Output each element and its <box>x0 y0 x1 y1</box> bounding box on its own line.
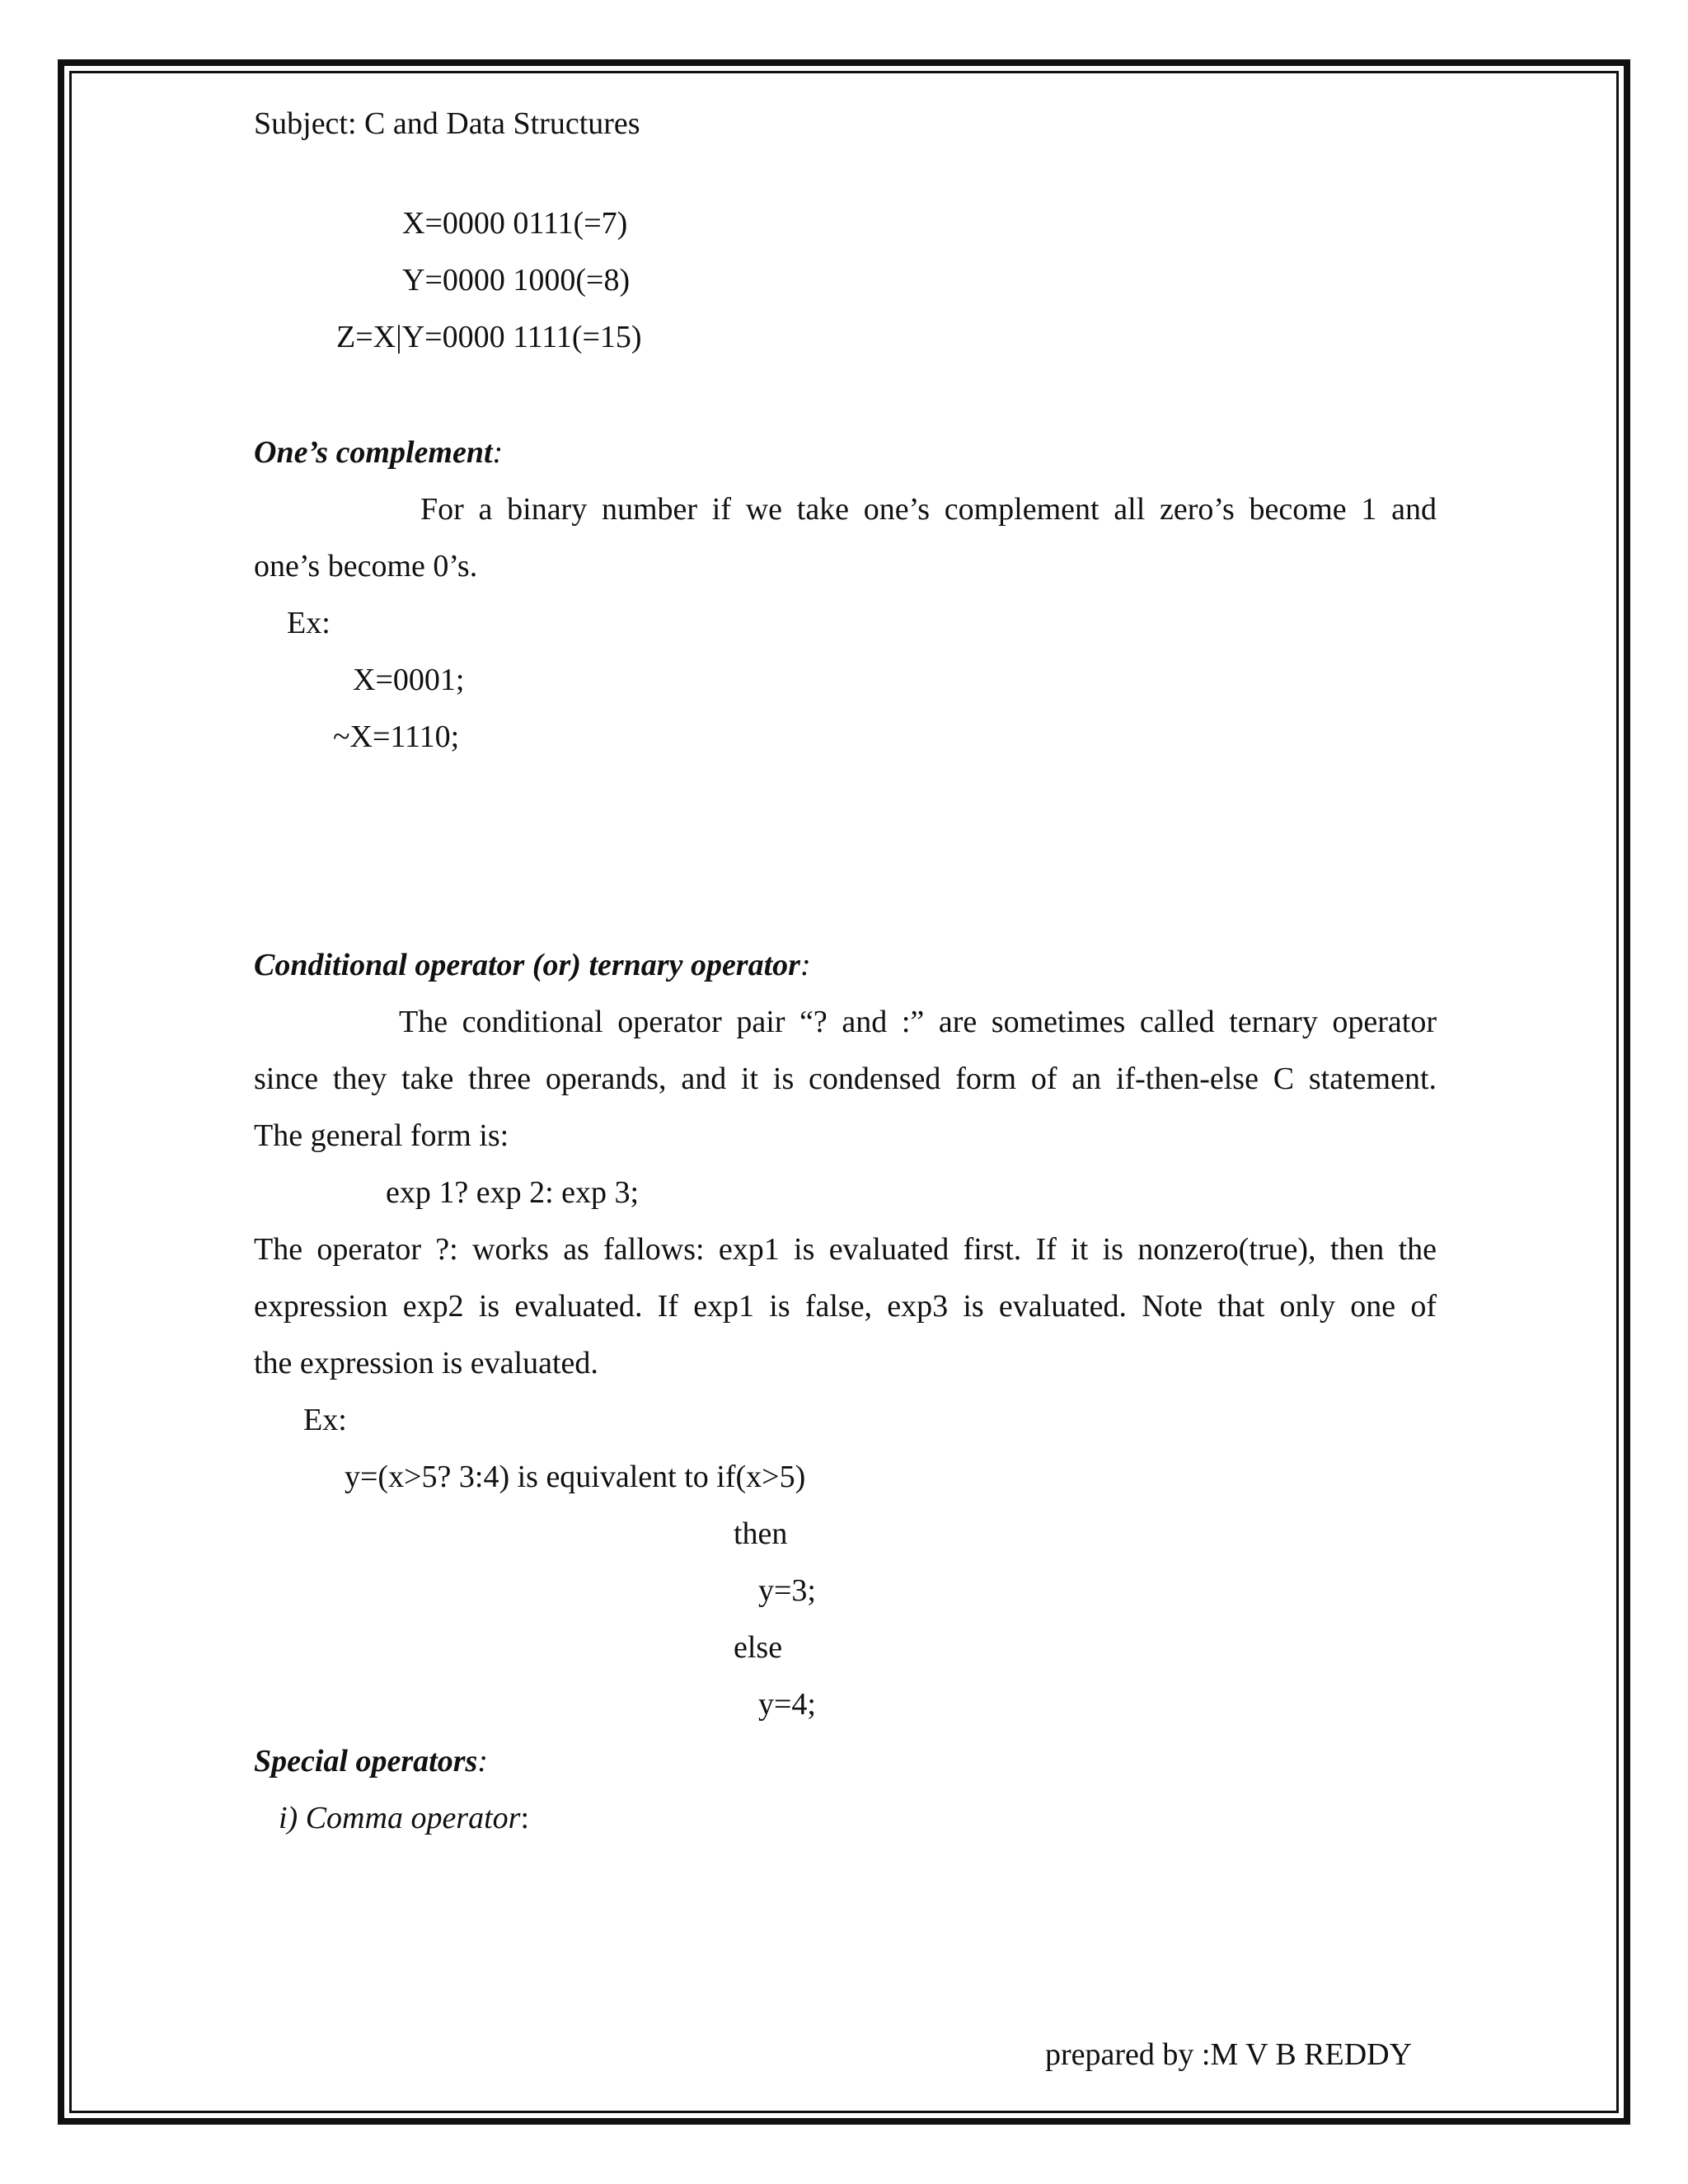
conditional-code-y3: y=3; <box>758 1573 816 1608</box>
or-example-x: X=0000 0111(=7) <box>402 206 628 241</box>
ones-complement-heading: One’s complement: <box>254 435 504 470</box>
general-form-code: exp 1? exp 2: exp 3; <box>386 1175 640 1210</box>
ones-complement-para-line2: one’s become 0’s. <box>254 549 478 583</box>
special-operators-heading: Special operators: <box>254 1744 488 1779</box>
conditional-para1-line1: The conditional operator pair “? and :” are sometimes called ternary operator <box>399 1005 1437 1039</box>
or-example-z: Z=X|Y=0000 1111(=15) <box>336 320 642 354</box>
conditional-heading: Conditional operator (or) ternary operator: <box>254 948 811 982</box>
conditional-code-line: y=(x>5? 3:4) is equivalent to if(x>5) <box>345 1460 806 1494</box>
conditional-para2-line3: the expression is evaluated. <box>254 1346 598 1380</box>
ones-complement-code-1: X=0001; <box>353 663 465 697</box>
ones-complement-ex-label: Ex: <box>287 606 331 640</box>
conditional-code-then: then <box>734 1516 788 1551</box>
ones-complement-code-2: ~X=1110; <box>333 719 460 754</box>
conditional-para1-line3: The general form is: <box>254 1118 509 1153</box>
ones-complement-para-line1: For a binary number if we take one’s complement all zero’s become 1 and <box>420 492 1437 527</box>
conditional-code-else: else <box>734 1630 783 1665</box>
footer-author: prepared by :M V B REDDY <box>1045 2037 1413 2072</box>
conditional-code-y4: y=4; <box>758 1687 816 1722</box>
conditional-ex-label: Ex: <box>303 1403 347 1437</box>
conditional-para2-line1: The operator ?: works as fallows: exp1 is evaluated first. If it is nonzero(true), then the <box>254 1232 1437 1267</box>
comma-operator-label: i) Comma operator: <box>279 1801 530 1835</box>
conditional-para1-line2: since they take three operands, and it is condensed form of an if-then-else C statement. <box>254 1062 1437 1096</box>
conditional-para2-line2: expression exp2 is evaluated. If exp1 is false, exp3 is evaluated. Note that only one of <box>254 1289 1437 1324</box>
or-example-y: Y=0000 1000(=8) <box>402 263 631 298</box>
subject-line: Subject: C and Data Structures <box>254 106 640 141</box>
